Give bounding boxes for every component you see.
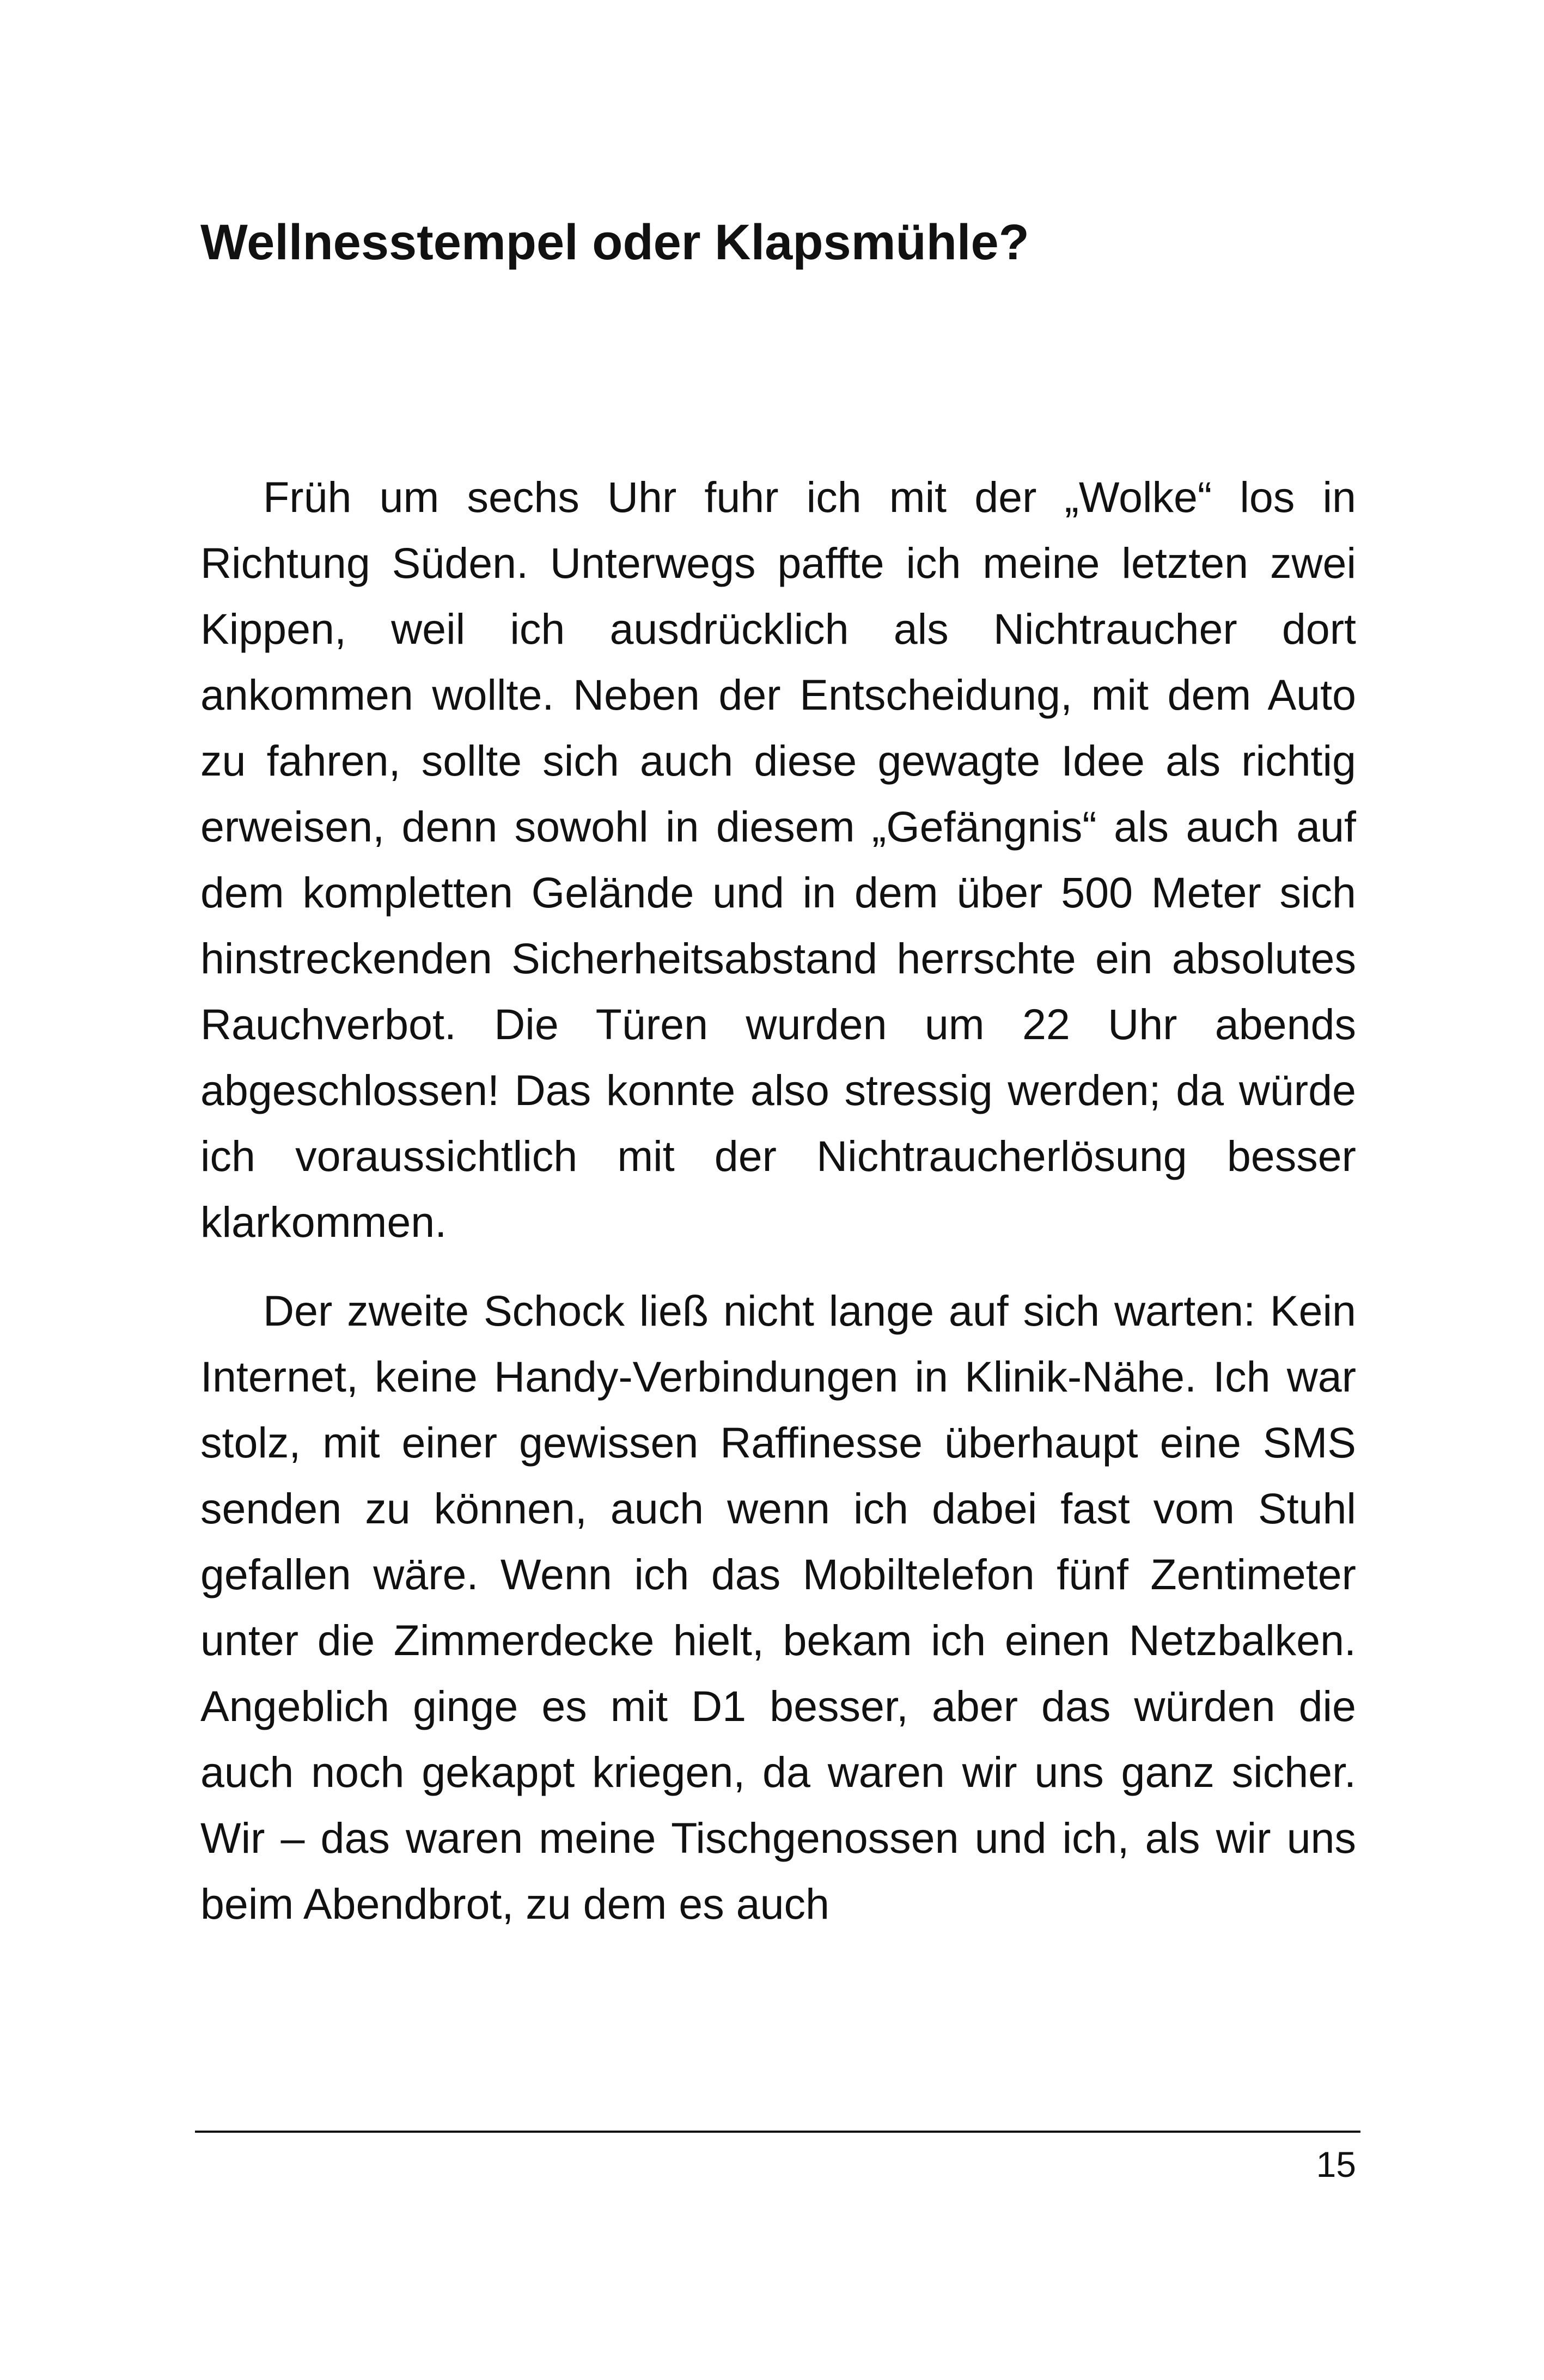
- paragraph-2: Der zweite Schock ließ nicht lange auf sich warten: Kein Internet, keine Handy-Verbindungen in Klinik-Nähe. Ich war stolz, mit einer gewissen Raffinesse überhaupt eine SMS senden zu können, auch wenn ich dabei fast vom Stuhl gefallen wäre. Wenn ich das Mobiltelefon fünf Zentimeter unter die Zimmerdecke hielt, bekam ich einen Netzbalken. Angeblich ginge es mit D1 besser, aber das würden die auch noch gekappt kriegen, da waren wir uns ganz sicher. Wir – das waren meine Tischgenossen und ich, als wir uns beim Abendbrot, zu dem es auch: [200, 1286, 1356, 1928]
- paragraph-1: Früh um sechs Uhr fuhr ich mit der „Wolke“ los in Richtung Süden. Unterwegs paffte ich meine letzten zwei Kippen, weil ich ausdrücklich als Nichtraucher dort ankommen wollte. Neben der Entscheidung, mit dem Auto zu fahren, sollte sich auch diese gewagte Idee als richtig erweisen, denn sowohl in diesem „Gefängnis“ als auch auf dem kompletten Gelände und in dem über 500 Meter sich hinstreckenden Sicherheitsabstand herrschte ein absolutes Rauchverbot. Die Türen wurden um 22 Uhr abends abgeschlossen! Das konnte also stressig werden; da würde ich voraussichtlich mit der Nichtraucherlösung besser klarkommen.: [200, 473, 1356, 1246]
- footer-divider: [195, 2131, 1360, 2133]
- body-text: [200, 464, 1356, 1960]
- page-number: 15: [1316, 2144, 1356, 2184]
- chapter-title: Wellnesstempel oder Klapsmühle?: [200, 215, 1029, 270]
